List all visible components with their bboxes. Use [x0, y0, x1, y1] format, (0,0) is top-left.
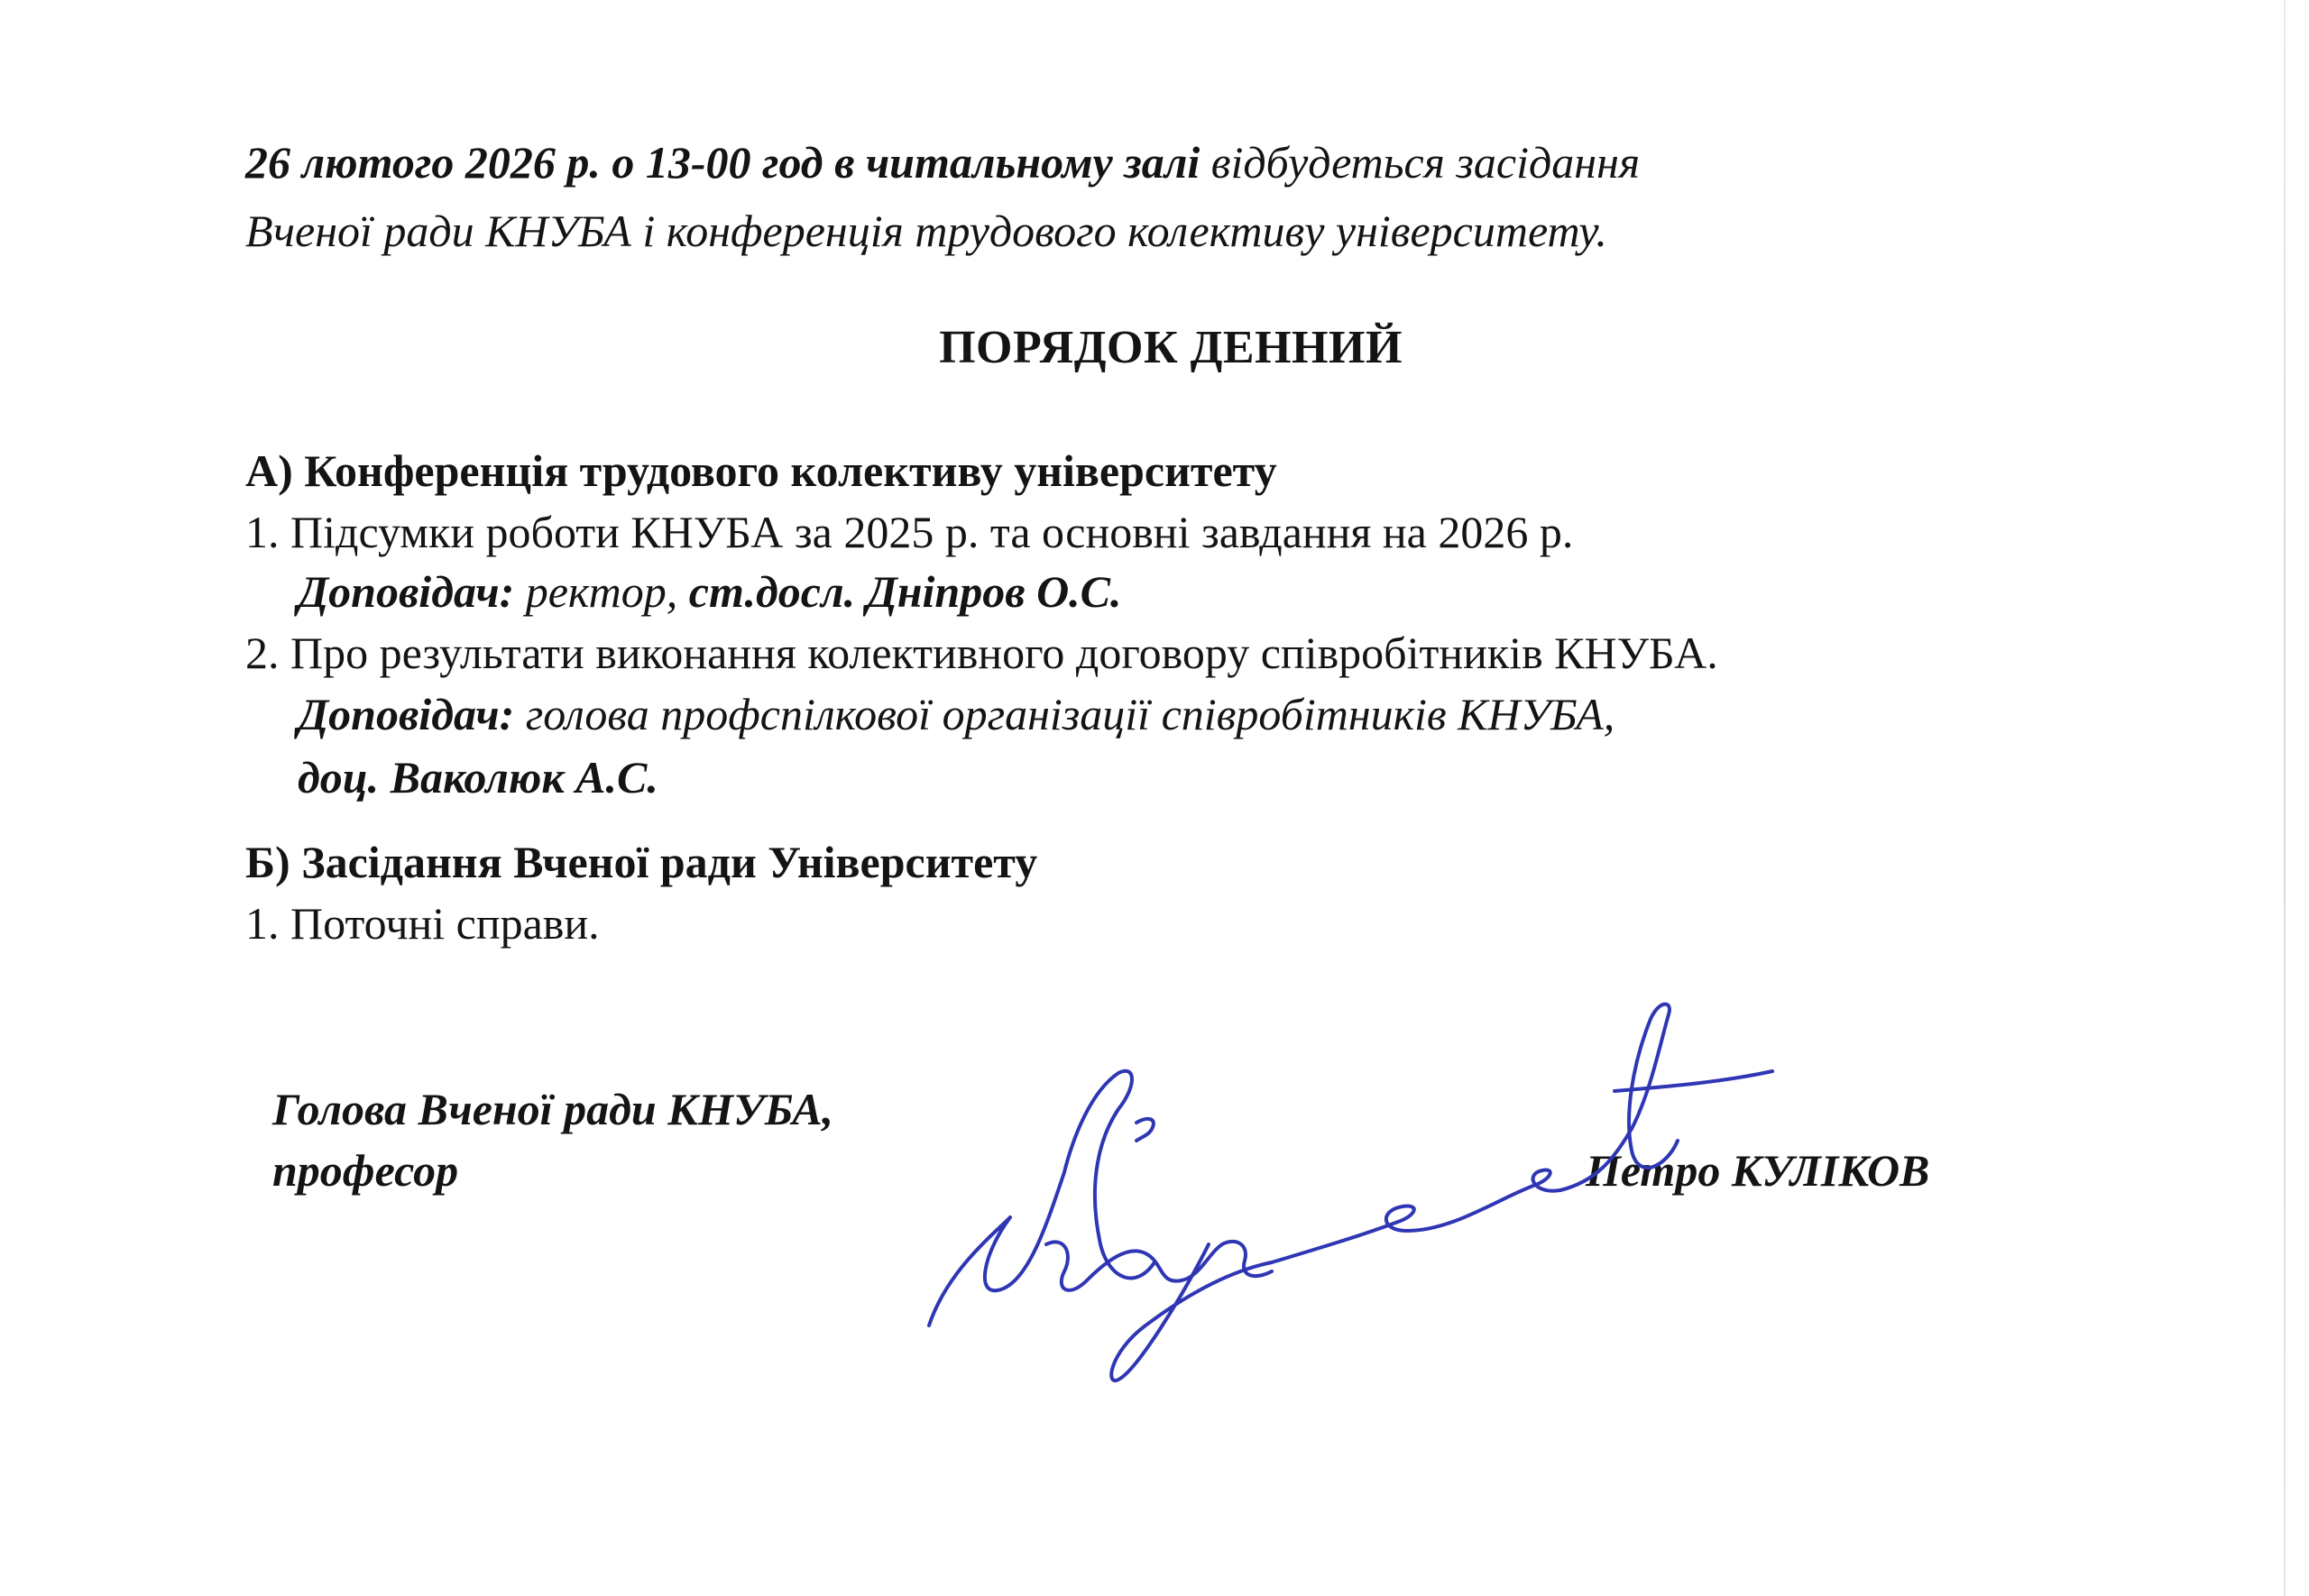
- announcement-line-2: Вченої ради КНУБА і конференція трудового колективу університету.: [245, 206, 1607, 256]
- section-a-heading: А) Конференція трудового колективу університету: [245, 445, 1277, 496]
- signature-stroke: [1614, 1071, 1772, 1091]
- agenda-item-a2-speaker: [298, 687, 1614, 741]
- signature-stroke: [1111, 1244, 1272, 1380]
- signature-stroke: [1560, 1004, 1678, 1190]
- announcement-text: відбудеться засідання: [1200, 137, 1641, 188]
- signatory-title: Голова Вченої ради КНУБА,: [272, 1084, 834, 1134]
- signature-stroke: [1046, 1242, 1272, 1290]
- agenda-item-a2: 2. Про результати виконання колективного договору співробітників КНУБА.: [245, 628, 1718, 678]
- agenda-item-a1: 1. Підсумки роботи КНУБА за 2025 р. та основні завдання на 2026 р.: [245, 507, 1574, 557]
- speaker-label: Доповідач:: [298, 689, 515, 739]
- signatory-name: Петро КУЛІКОВ: [1586, 1145, 1930, 1196]
- speaker-role: ректор,: [514, 566, 689, 617]
- meeting-date-time-place: 26 лютого 2026 р. о 13-00 год в читальному залі: [245, 137, 1200, 188]
- agenda-title: ПОРЯДОК ДЕННИЙ: [939, 322, 1403, 373]
- signature-stroke: [1272, 1170, 1560, 1262]
- speaker-name: ст.досл. Дніпров О.С.: [688, 566, 1122, 617]
- speaker-role: голова профспілкової організації співробітників КНУБА,: [514, 689, 1615, 739]
- announcement-line-1: [245, 135, 1640, 189]
- speaker-name: доц. Ваколюк А.С.: [298, 752, 658, 803]
- agenda-item-b1: 1. Поточні справи.: [245, 898, 600, 949]
- signature-stroke: [1136, 1119, 1154, 1141]
- signatory-rank: професор: [272, 1145, 459, 1196]
- agenda-item-a1-speaker: [298, 564, 1122, 619]
- section-b-heading: Б) Засідання Вченої ради Університету: [245, 837, 1038, 887]
- handwritten-signature: [911, 974, 1795, 1398]
- scan-edge-shadow: [2284, 0, 2286, 1596]
- signature-stroke: [929, 1071, 1154, 1325]
- speaker-label: Доповідач:: [298, 566, 515, 617]
